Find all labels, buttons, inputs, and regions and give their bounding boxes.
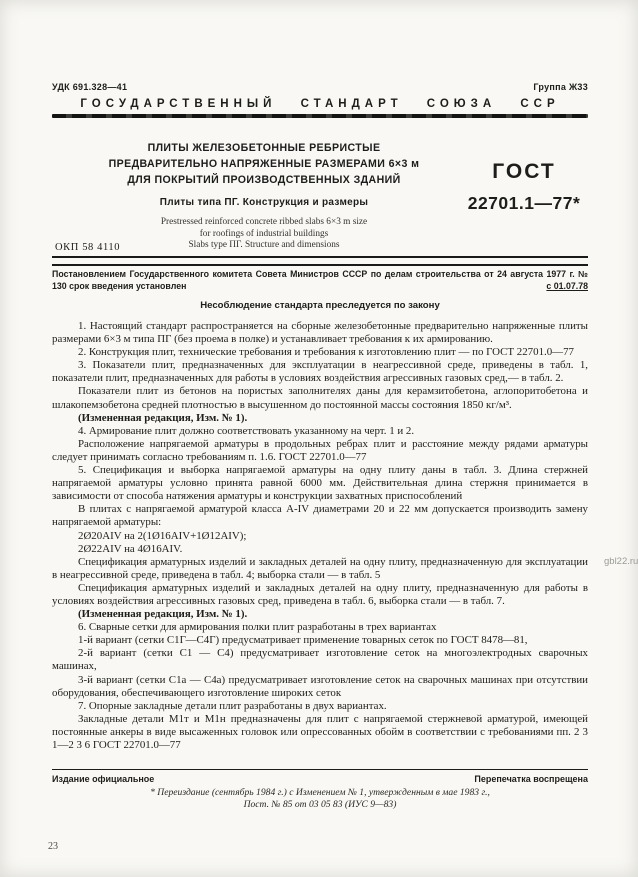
paragraph: 2-й вариант (сетки С1 — С4) предусматривает изготовление сеток на многоэлектродных сварочных машинах, xyxy=(52,647,588,673)
reissue-note-line-2: Пост. № 85 от 03 05 83 (ИУС 9—83) xyxy=(243,799,397,810)
amendment-note: (Измененная редакция, Изм. № 1). xyxy=(78,411,248,424)
document-title xyxy=(68,140,460,188)
title-line-3: ДЛЯ ПОКРЫТИЙ ПРОИЗВОДСТВЕННЫХ ЗДАНИЙ xyxy=(127,174,401,186)
paragraph: 1. Настоящий стандарт распространяется на сборные железобетонные предварительно напряженные плиты размерами 6×3 м типа ПГ (без проема в полке) и устанавливает требования к их армированию. xyxy=(52,320,588,346)
paragraph: Закладные детали М1т и М1н предназначены для плит с напрягаемой стержневой арматурой, имеющей постоянные анкеры в виде высаженных головок или опрессованных обойм в соответствии с требованиями пп. 2 3 1—2 3 6 ГОСТ 22701.0—77 xyxy=(52,712,588,751)
site-watermark: gbl22.ru xyxy=(604,556,638,567)
amendment-note: (Измененная редакция, Изм. № 1). xyxy=(78,608,248,621)
gost-label: ГОСТ xyxy=(492,160,556,183)
english-title-line-1: Prestressed reinforced concrete ribbed slabs 6×3 m size xyxy=(160,217,368,227)
english-title xyxy=(68,217,460,252)
okp-code: ОКП 58 4110 xyxy=(55,242,121,253)
gost-number: 22701.1—77* xyxy=(467,193,581,213)
title-line-2: ПРЕДВАРИТЕЛЬНО НАПРЯЖЕННЫЕ РАЗМЕРАМИ 6×3 м xyxy=(108,158,420,170)
paragraph: 3-й вариант (сетки С1а — С4а) предусматривает изготовление сеток на сварочных машинах при отсутствии оборудования, обеспечивающего изготовление широких сеток xyxy=(52,673,588,699)
paragraph: 7. Опорные закладные детали плит разработаны в двух вариантах. xyxy=(78,699,387,712)
paragraph: Спецификация арматурных изделий и закладных деталей на одну плиту, предназначенную для эксплуатации в неагрессивной среде, приведена в табл. 4; выборка стали — в табл. 5 xyxy=(52,555,588,581)
paragraph: Расположение напрягаемой арматуры в продольных ребрах плит и расстояние между рядами арматуры следует принимать согласно требованиям п. 1.6. ГОСТ 22701.0—77 xyxy=(52,437,588,463)
group-code: Группа Ж33 xyxy=(533,82,588,92)
english-title-line-2: for roofings of industrial buildings xyxy=(199,228,329,239)
rebar-substitution-formula: 2Ø22AIV на 4Ø16AIV. xyxy=(78,542,183,555)
paragraph: 1-й вариант (сетки С1Г—С4Г) предусматривает применение товарных сеток по ГОСТ 8478—81, xyxy=(78,634,528,647)
official-edition-label: Издание официальное xyxy=(52,774,155,784)
law-notice: Несоблюдение стандарта преследуется по закону xyxy=(200,300,440,311)
reissue-note-line-1: * Переиздание (сентябрь 1984 г.) с Изменением № 1, утвержденным в мае 1983 г., xyxy=(150,787,490,798)
footer-row xyxy=(52,774,588,784)
body-text xyxy=(52,320,588,752)
footer-divider xyxy=(52,769,588,770)
title-line-1: ПЛИТЫ ЖЕЛЕЗОБЕТОННЫЕ РЕБРИСТЫЕ xyxy=(147,142,381,154)
decree-paragraph xyxy=(52,269,588,292)
paragraph: Спецификация арматурных изделий и закладных деталей на одну плиту, предназначенную для работы в условиях воздействия агрессивных газовых сред, приведена в табл. 6, выборка стали — в табл. 7. xyxy=(52,581,588,607)
state-standard-heading: ГОСУДАРСТВЕННЫЙ СТАНДАРТ СОЮЗА ССР xyxy=(80,98,560,110)
gost-designation xyxy=(458,160,590,214)
page-number: 23 xyxy=(48,841,58,852)
udk-code: УДК 691.328—41 xyxy=(52,82,128,92)
thick-divider xyxy=(52,114,588,118)
paragraph: 5. Спецификация и выборка напрягаемой арматуры на одну плиту даны в табл. 3. Длина стержней напрягаемой арматуры условно принята равной 6000 мм. Действительная длина стержня принимается в зависимости от способа натяжения арматуры и конструкции захватных приспособлений xyxy=(52,464,588,503)
reprint-prohibited-label: Перепечатка воспрещена xyxy=(474,774,588,784)
effective-date: с 01.07.78 xyxy=(540,281,588,293)
paragraph: 2. Конструкция плит, технические требования и требования к изготовлению плит — по ГОСТ 22701.0—77 xyxy=(78,346,574,359)
paragraph: 4. Армирование плит должно соответствовать указанному на черт. 1 и 2. xyxy=(78,424,415,437)
title-block xyxy=(68,140,460,252)
double-divider xyxy=(52,256,588,266)
document-subtitle: Плиты типа ПГ. Конструкция и размеры xyxy=(159,197,369,208)
decree-text: Постановлением Государственного комитета Совета Министров СССР по делам строительства от 24 августа 1977 г. № 130 срок введения установлен xyxy=(52,269,588,291)
paragraph: В плитах с напрягаемой арматурой класса A-IV диаметрами 20 и 22 мм допускается производить замену напрягаемой арматуры: xyxy=(52,503,588,529)
paragraph: Показатели плит из бетонов на пористых заполнителях даны для керамзитобетона, аглопоритобетона и шлакопемзобетона средней плотностью в высушенном до постоянной массы состояния 1850 кг/м³. xyxy=(52,385,588,411)
rebar-substitution-formula: 2Ø20AIV на 2(1Ø16AIV+1Ø12AIV); xyxy=(78,529,247,542)
paragraph: 6. Сварные сетки для армирования полки плит разработаны в трех вариантах xyxy=(78,621,437,634)
classification-row xyxy=(52,82,588,92)
english-title-line-3: Slabs type ПГ. Structure and dimensions xyxy=(188,240,340,250)
paragraph: 3. Показатели плит, предназначенных для эксплуатации в неагрессивной среде, приведены в табл. 1, показатели плит, предназначенных для работы в условиях воздействия агрессивных газовых сред,— в табл. 2. xyxy=(52,359,588,385)
